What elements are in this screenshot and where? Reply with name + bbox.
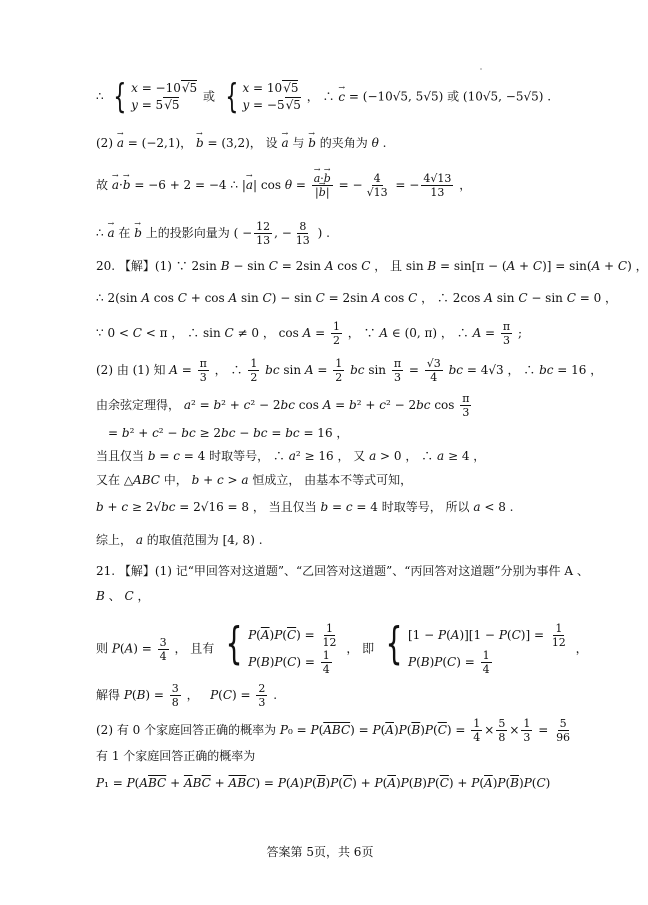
solution-line-7: ∵ 0 < C < π ， ∴ sin C ≠ 0 ， cos A = $\frac{1}{2}$ ， ∵ A ∈ (0, π) ， ∴ A = $\frac{\pi}{3}$ ; xyxy=(96,320,523,347)
solution-line-4: ∴ → a 在 → b 上的投影向量为 ( − $\frac{12}{13}$ , − $\frac{8}{13}$ ) . xyxy=(96,220,330,247)
solution-line-11: 当且仅当 b = c = 4 时取等号， ∴ a² ≥ 16 ， 又 a > 0 ， ∴ a ≥ 4 ， xyxy=(96,449,486,463)
solution-line-13: b + c ≥ 2√bc = 2√16 = 8 ， 当且仅当 b = c = 4 时取等号， 所以 a < 8 . xyxy=(96,500,514,514)
solution-line-9: 由余弦定理得， a² = b² + c² − 2bc cos A = b² + c² − 2bc cos $\frac{\pi}{3}$ xyxy=(96,392,470,419)
solution-line-14: 综上， a 的取值范围为 [4, 8) . xyxy=(96,533,263,547)
solution-line-10: = b² + c² − bc ≥ 2bc − bc = bc = 16 ， xyxy=(108,426,349,440)
solution-line-8: (2) 由 (1) 知 A = $\frac{\pi}{3}$ ， ∴ $\frac{1}{2}$ bc sin A = $\frac{1}{2}$ bc sin $\frac{\pi}{3}$ = $\frac{√3}{4}$ bc = 4√3 ， ∴ bc = 16 ， xyxy=(96,357,603,384)
solution-line-19: (2) 有 0 个家庭回答正确的概率为 $P_0 = P(\overline{ABC}) = P(\overline{A})P(\overline{B})P(\overline{C})$ = $\frac{1}{4}$ × $\frac{5}{8}$ × $\frac{1}{3}$ = $\frac{5}{96}$ xyxy=(96,717,571,744)
solution-line-15: 21. 【解】(1) 记“甲回答对这道题”、“乙回答对这道题”、“丙回答对这道题”分别为事件 A 、 xyxy=(96,564,589,578)
solution-line-2: (2) → a = (−2,1)， → b = (3,2)， 设 → a 与 → b 的夹角为 θ . xyxy=(96,135,386,151)
system-2: { x = 10√5 y = −5√5 xyxy=(225,77,301,117)
solution-line-18: 解得 P(B) = $\frac{3}{8}$ ， P(C) = $\frac{2}{3}$ . xyxy=(96,682,278,709)
page-footer: 答案第 5页，共 6页 xyxy=(266,845,374,859)
system-4: { [1 − P(A)][1 − P(C)] = $\frac{1}{12}$ P(B)P(C) = $\frac{1}{4}$ xyxy=(385,618,566,676)
solution-line-12: 又在 △ABC 中， b + c > a 恒成立， 由基本不等式可知， xyxy=(96,473,413,487)
solution-line-16: B 、 C ， xyxy=(96,589,150,603)
solution-line-5: 20. 【解】(1) ∵ 2sin B − sin C = 2sin A cos C ， 且 sin B = sin[π − (A + C)] = sin(A + C) ， xyxy=(96,259,648,273)
system-1: { x = −10√5 y = 5√5 xyxy=(113,77,198,117)
solution-line-20: 有 1 个家庭回答正确的概率为 xyxy=(96,749,256,763)
scan-speck xyxy=(480,68,482,70)
solution-line-17: 则 P(A) = $\frac{3}{4}$ ， 且有 { $P(\overline{A})P(\overline{C})$ = $\frac{1}{12}$ P(B)P(C) = $\frac{1}{4}$ ， 即 { [1 − P(A)][1 − P(C)] = $\frac{1}{12}$ P(B)P(C) = $\frac{1}{4}$ ， xyxy=(96,618,588,676)
solution-line-3: 故 → a·→ b = −6 + 2 = −4 ∴ |→ a| cos θ = → $\frac{a\cdot\to b}{|\to b|}$ = − $\frac{4}{√13}$ = − $\frac{4√13}{13}$ ， xyxy=(96,172,471,199)
system-3: { $P(\overline{A})P(\overline{C})$ = $\frac{1}{12}$ P(B)P(C) = $\frac{1}{4}$ xyxy=(225,618,337,676)
solution-line-6: ∴ 2(sin A cos C + cos A sin C) − sin C = 2sin A cos C ， ∴ 2cos A sin C − sin C = 0 ， xyxy=(96,291,618,305)
solution-line-21: $P_1 = P(A\overline{BC} + \overline{A}B\overline{C} + \overline{AB}C) = P(A)P(\overline{B})P(\overline{C}) + P(\overline{A})P(B)P(\overline{C}) + P(\overline{A})P(\overline{B})P(C)$ xyxy=(96,776,551,790)
solution-line-1: ∴ { x = −10√5 y = 5√5 或 { x = 10√5 y = −5√5 ， ∴ → c = (−10√5, 5√5) 或 (10√5, −5√5) . xyxy=(96,80,551,114)
